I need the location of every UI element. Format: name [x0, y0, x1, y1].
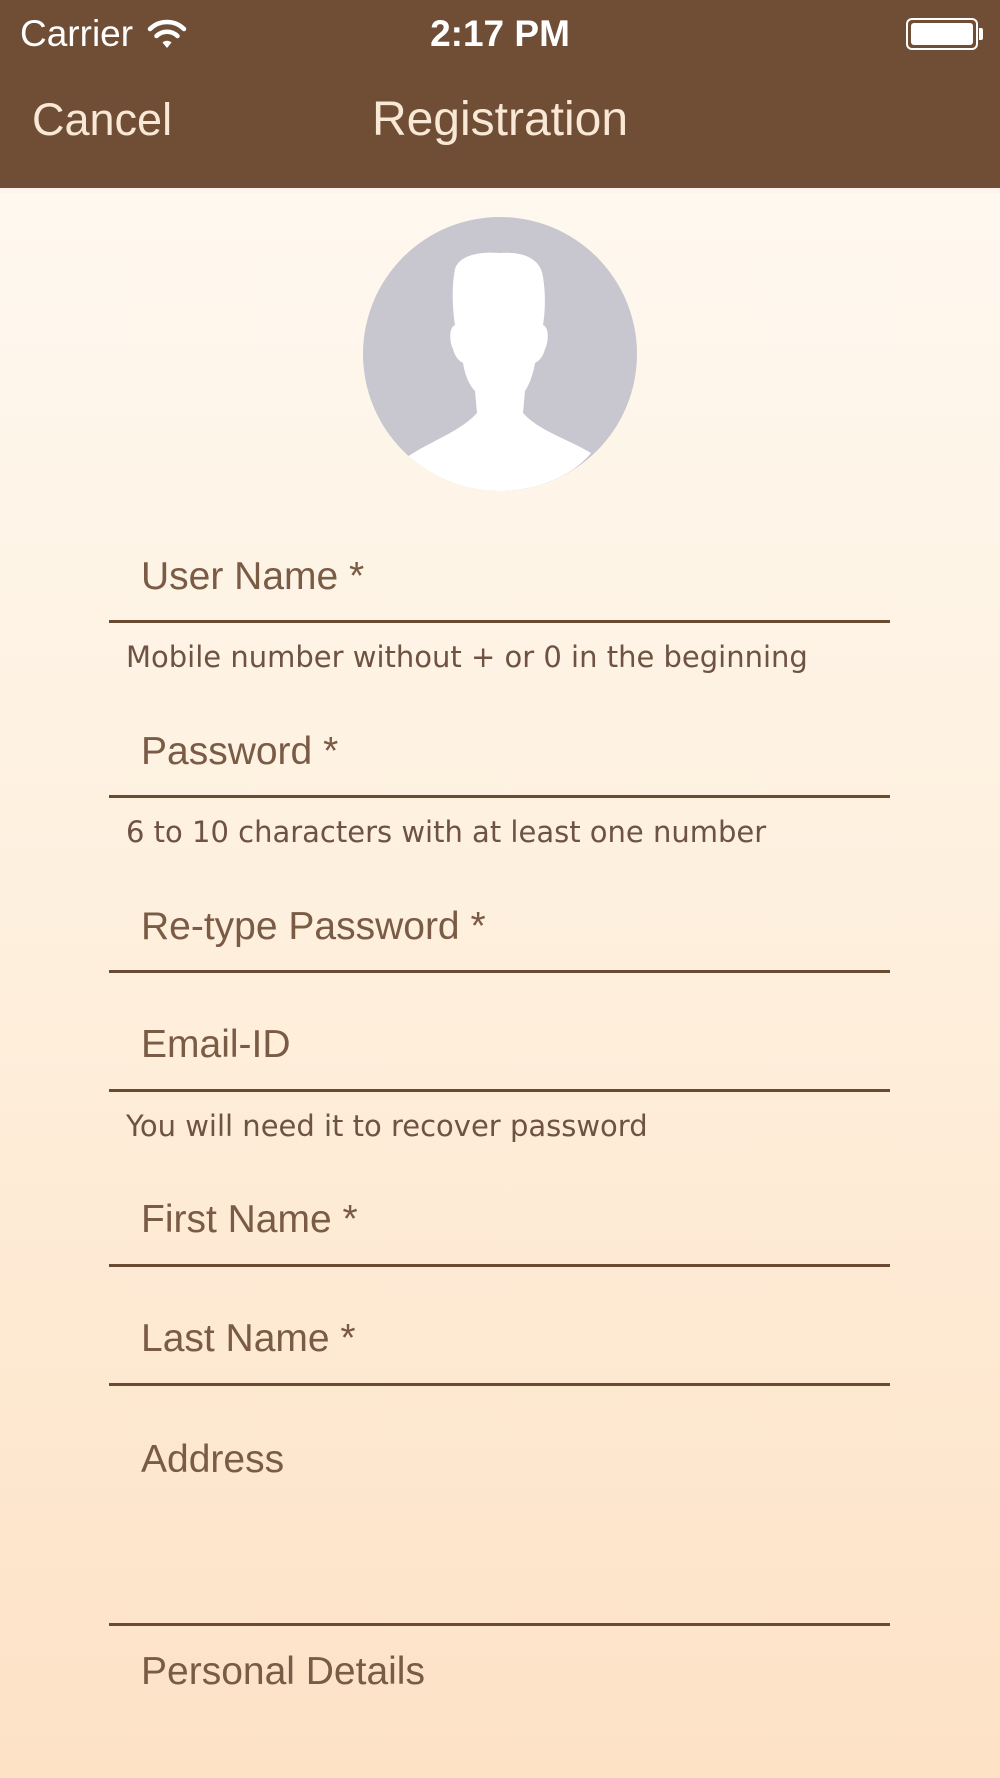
- carrier-label: Carrier: [20, 13, 134, 54]
- email-hint: You will need it to recover password: [126, 1109, 648, 1143]
- address-field[interactable]: [109, 1402, 890, 1626]
- cancel-button[interactable]: Cancel: [32, 94, 173, 145]
- last-name-field[interactable]: [109, 1302, 890, 1386]
- address-placeholder: Address: [141, 1438, 285, 1481]
- profile-photo-picker[interactable]: [363, 217, 637, 491]
- first-name-field[interactable]: [109, 1183, 890, 1267]
- status-time: 2:17 PM: [430, 13, 570, 54]
- person-silhouette-icon: [363, 217, 637, 491]
- email-field[interactable]: [109, 1008, 890, 1092]
- password-field[interactable]: [109, 715, 890, 798]
- page-title: Registration: [371, 93, 629, 146]
- last-name-placeholder: Last Name *: [141, 1317, 356, 1360]
- battery-icon: [906, 18, 978, 50]
- battery-tip: [979, 28, 983, 40]
- personal-details-section-label: Personal Details: [141, 1650, 425, 1693]
- username-hint: Mobile number without + or 0 in the beginning: [126, 640, 808, 674]
- password-hint: 6 to 10 characters with at least one number: [126, 815, 767, 849]
- email-placeholder: Email-ID: [141, 1023, 291, 1066]
- first-name-placeholder: First Name *: [141, 1198, 358, 1241]
- retype-password-field[interactable]: [109, 890, 890, 973]
- battery-level: [911, 23, 973, 45]
- username-field[interactable]: [109, 540, 890, 623]
- password-placeholder: Password *: [141, 730, 339, 773]
- username-placeholder: User Name *: [141, 555, 365, 598]
- nav-header: [0, 0, 1000, 193]
- retype-password-placeholder: Re-type Password *: [141, 905, 486, 948]
